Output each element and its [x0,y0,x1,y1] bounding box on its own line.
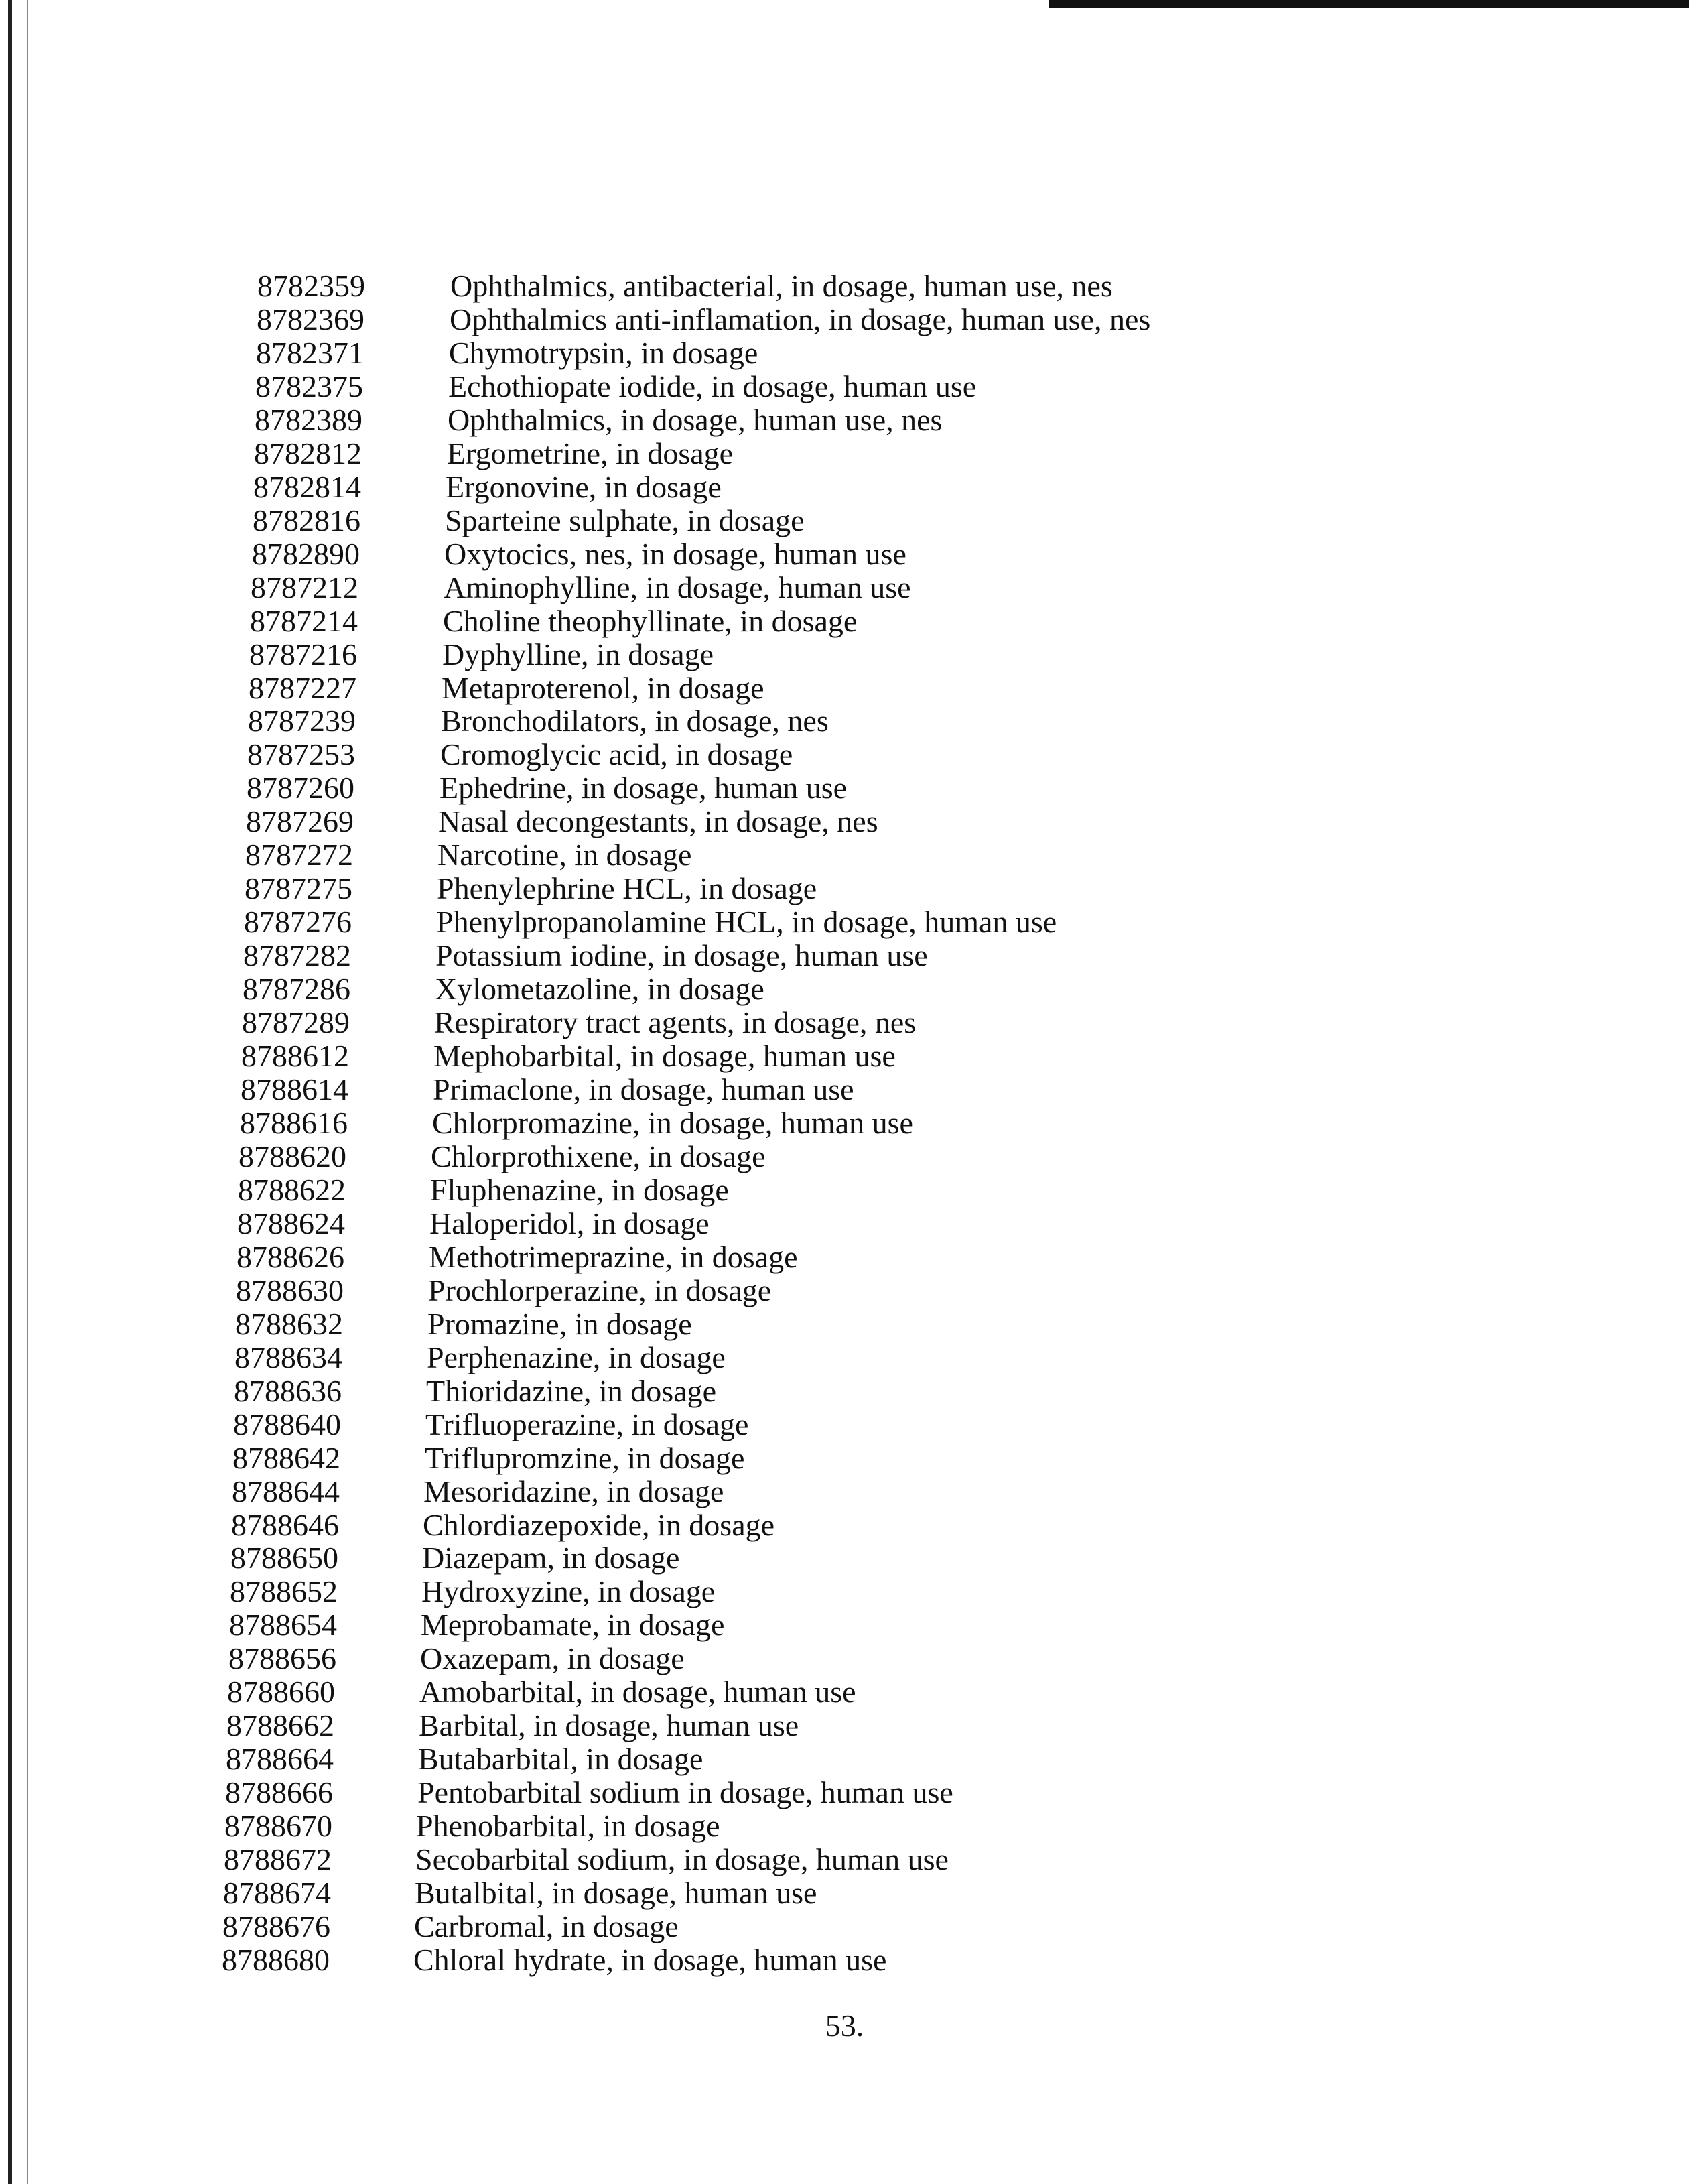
item-description: Potassium iodine, in dosage, human use [435,938,928,972]
list-item [0,1374,1689,1408]
item-description: Diazepam, in dosage [422,1541,680,1575]
list-item [0,604,1689,638]
item-description: Amobarbital, in dosage, human use [419,1675,856,1709]
list-item [0,738,1689,771]
list-item [0,1240,1689,1274]
item-code: 8788612 [241,1039,349,1073]
list-item [0,1876,1689,1910]
list-item [0,303,1689,336]
item-code: 8787275 [245,871,352,905]
list-item [0,370,1689,403]
list-item [0,1776,1689,1809]
list-item [0,1742,1689,1776]
item-code: 8782890 [252,537,360,571]
item-code: 8787276 [244,905,352,939]
list-item [0,1441,1689,1475]
item-description: Aminophylline, in dosage, human use [444,570,911,604]
item-code: 8787239 [248,704,356,738]
item-code: 8782369 [257,302,364,336]
item-description: Butabarbital, in dosage [418,1742,703,1776]
list-item [0,872,1689,905]
item-description: Choline theophyllinate, in dosage [443,604,858,638]
list-item [0,638,1689,671]
item-description: Phenylpropanolamine HCL, in dosage, human use [436,905,1057,939]
list-item [0,671,1689,705]
item-description: Prochlorperazine, in dosage [428,1273,772,1307]
list-item [0,403,1689,437]
list-item [0,1073,1689,1106]
list-item [0,805,1689,838]
item-description: Triflupromzine, in dosage [425,1441,745,1475]
list-item [0,1106,1689,1140]
list-item [0,1608,1689,1642]
item-code: 8782814 [253,470,361,504]
item-code: 8782375 [255,369,363,403]
item-code: 8787286 [243,972,350,1006]
list-item [0,504,1689,537]
item-description: Respiratory tract agents, in dosage, nes [434,1005,917,1039]
item-description: Ergonovine, in dosage [446,470,722,504]
item-code: 8788620 [239,1139,346,1173]
item-code: 8788662 [226,1708,334,1742]
list-item [0,1274,1689,1307]
list-item [0,470,1689,504]
item-description: Sparteine sulphate, in dosage [445,503,805,537]
item-description: Metaproterenol, in dosage [442,671,764,705]
item-code: 8788676 [222,1909,330,1943]
item-description: Ophthalmics, antibacterial, in dosage, human use, nes [450,269,1113,303]
item-code: 8788630 [236,1273,344,1307]
item-description: Pentobarbital sodium in dosage, human use [417,1775,953,1809]
list-item [0,1207,1689,1240]
item-description: Ergometrine, in dosage [447,436,734,470]
item-code: 8787282 [243,938,351,972]
list-item [0,704,1689,738]
item-code: 8788654 [229,1608,337,1642]
list-item [0,771,1689,805]
item-code: 8788674 [223,1876,331,1910]
list-item [0,571,1689,604]
list-item [0,1809,1689,1843]
list-item [0,838,1689,872]
item-code: 8787269 [246,804,354,838]
item-code: 8788672 [224,1842,332,1876]
item-code: 8788666 [225,1775,333,1809]
item-code: 8787214 [250,604,358,638]
item-description: Oxytocics, nes, in dosage, human use [444,537,906,571]
item-description: Echothiopate iodide, in dosage, human use [448,369,977,403]
item-description: Barbital, in dosage, human use [419,1708,799,1742]
list-item [0,537,1689,571]
item-code: 8782816 [253,503,360,537]
item-code: 8788616 [240,1106,348,1140]
list-item [0,1173,1689,1207]
item-description: Bronchodilators, in dosage, nes [441,704,829,738]
list-item [0,1475,1689,1508]
item-description: Ephedrine, in dosage, human use [440,771,848,805]
item-code: 8782389 [255,403,362,437]
item-code: 8788642 [232,1441,340,1475]
list-item [0,1140,1689,1173]
item-description: Meprobamate, in dosage [421,1608,725,1642]
list-item [0,1541,1689,1575]
item-description: Xylometazoline, in dosage [435,972,764,1006]
item-description: Mephobarbital, in dosage, human use [433,1039,896,1073]
list-item [0,1307,1689,1341]
item-code: 8787227 [249,671,356,705]
item-code: 8788624 [237,1206,345,1240]
item-code: 8787289 [242,1005,350,1039]
item-description: Nasal decongestants, in dosage, nes [438,804,878,838]
item-code: 8788636 [234,1374,342,1408]
item-description: Hydroxyzine, in dosage [421,1574,716,1608]
list-item [0,1642,1689,1675]
item-code: 8788644 [232,1474,340,1508]
item-code: 8787260 [247,771,354,805]
list-item [0,1341,1689,1374]
item-description: Cromoglycic acid, in dosage [440,737,793,771]
list-item [0,1408,1689,1441]
item-code: 8788660 [227,1675,335,1709]
item-code: 8787272 [245,838,353,872]
item-code: 8788646 [231,1508,339,1542]
item-description: Ophthalmics, in dosage, human use, nes [448,403,943,437]
item-description: Carbromal, in dosage [414,1909,679,1943]
list-item [0,1843,1689,1876]
item-code: 8787212 [251,570,358,604]
list-item [0,1006,1689,1039]
list-item [0,437,1689,470]
item-description: Secobarbital sodium, in dosage, human use [415,1842,949,1876]
item-description: Oxazepam, in dosage [420,1641,685,1675]
item-code: 8782812 [254,436,362,470]
item-code: 8788626 [237,1240,344,1274]
item-description: Promazine, in dosage [427,1307,692,1341]
list-item [0,1039,1689,1073]
list-item [0,1575,1689,1608]
list-item [0,1943,1689,1977]
item-description: Chloral hydrate, in dosage, human use [413,1943,887,1977]
item-description: Mesoridazine, in dosage [423,1474,724,1508]
item-code: 8787253 [247,737,355,771]
item-description: Haloperidol, in dosage [429,1206,710,1240]
item-code: 8788634 [234,1340,342,1374]
item-code: 8788650 [230,1541,338,1575]
item-description: Narcotine, in dosage [437,838,692,872]
item-description: Ophthalmics anti-inflamation, in dosage, human use, nes [450,302,1151,336]
list-item [0,1910,1689,1943]
list-item [0,1508,1689,1542]
item-description: Dyphylline, in dosage [442,637,714,671]
item-description: Primaclone, in dosage, human use [433,1072,854,1106]
item-description: Thioridazine, in dosage [426,1374,717,1408]
item-description: Fluphenazine, in dosage [430,1173,729,1207]
item-description: Chlorprothixene, in dosage [431,1139,766,1173]
item-description: Chlorpromazine, in dosage, human use [432,1106,913,1140]
list-item [0,939,1689,972]
item-code: 8788640 [233,1407,341,1441]
item-description: Chlordiazepoxide, in dosage [423,1508,775,1542]
item-code: 8788664 [226,1742,334,1776]
item-code: 8788622 [238,1173,346,1207]
item-code: 8788614 [241,1072,348,1106]
list-item [0,269,1689,303]
item-description: Trifluoperazine, in dosage [425,1407,749,1441]
list-item [0,905,1689,939]
list-item [0,1709,1689,1742]
item-description: Phenobarbital, in dosage [416,1809,720,1843]
item-description: Methotrimeprazine, in dosage [429,1240,798,1274]
item-code: 8787216 [249,637,357,671]
item-code: 8788670 [224,1809,332,1843]
page-number: 53. [825,2008,864,2043]
list-item [0,336,1689,370]
item-description: Butalbital, in dosage, human use [415,1876,817,1910]
item-description: Chymotrypsin, in dosage [449,336,758,370]
list-item [0,1675,1689,1709]
item-description: Perphenazine, in dosage [427,1340,726,1374]
item-code: 8782371 [256,336,364,370]
item-code: 8788632 [235,1307,343,1341]
item-code: 8788652 [230,1574,338,1608]
list-item [0,972,1689,1006]
item-code: 8788680 [222,1943,330,1977]
item-description: Phenylephrine HCL, in dosage [437,871,817,905]
item-code: 8782359 [257,269,365,303]
item-code: 8788656 [228,1641,336,1675]
